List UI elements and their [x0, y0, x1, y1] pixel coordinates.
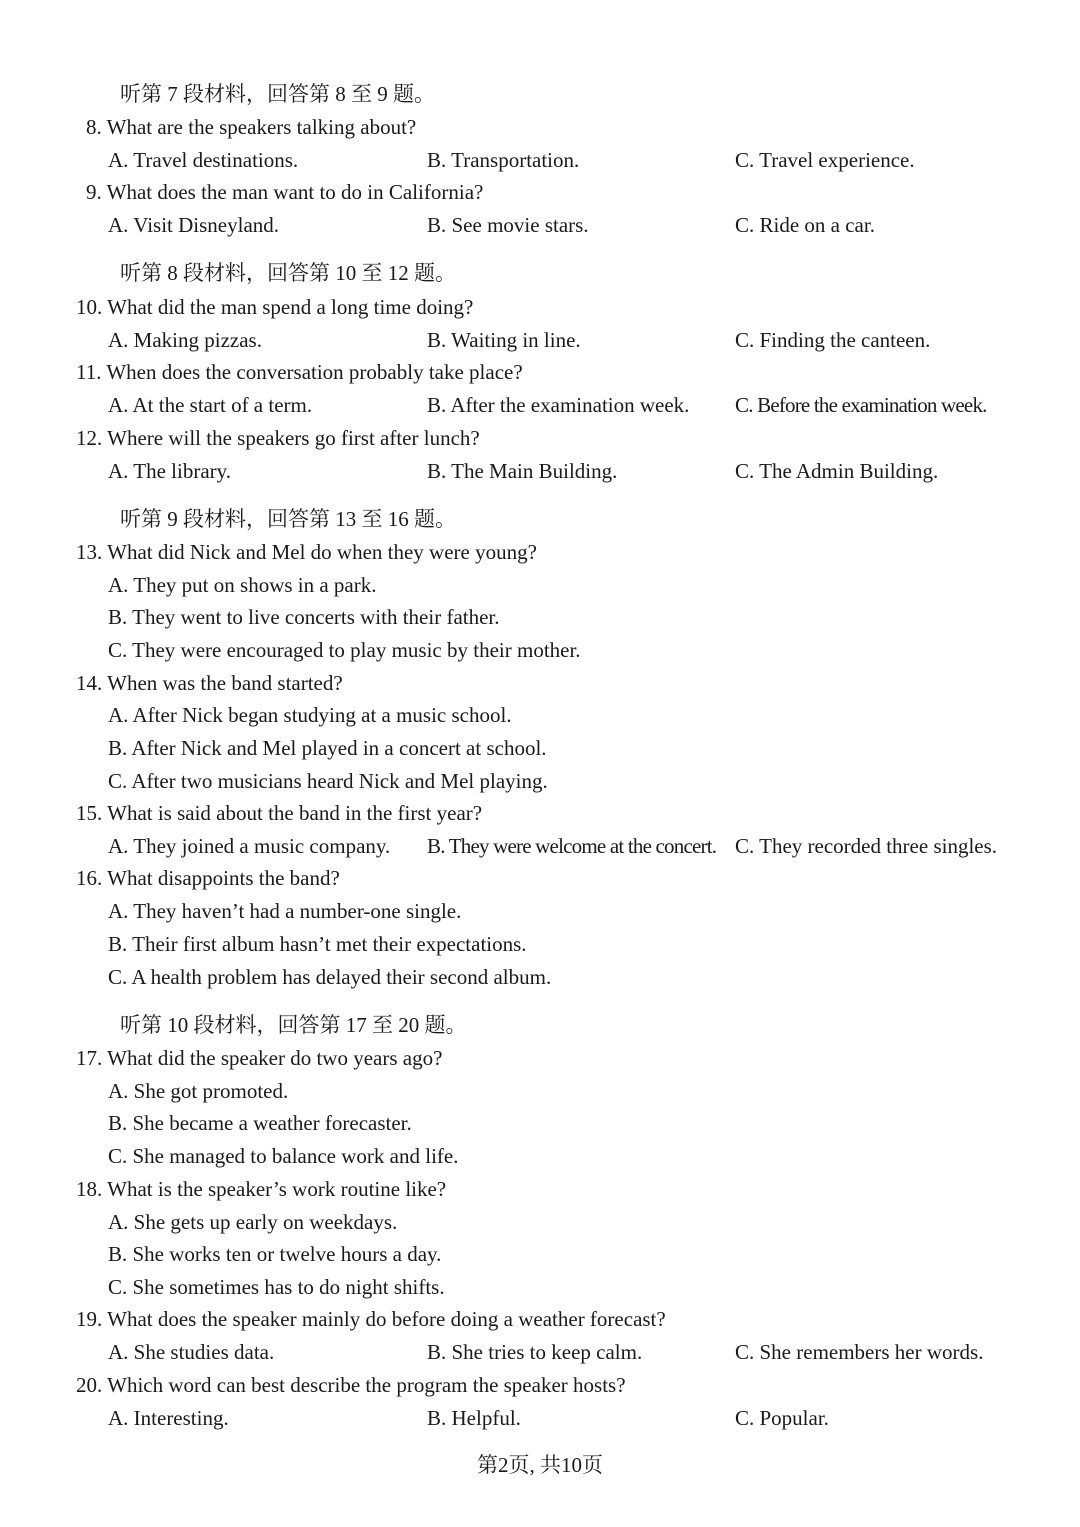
question-13-option-c: C. They were encouraged to play music by their mother.	[108, 638, 581, 662]
question-10-option-b: B. Waiting in line.	[427, 328, 581, 352]
section-heading: 听第 9 段材料，回答第 13 至 16 题。	[120, 507, 456, 531]
question-14-option-c: C. After two musicians heard Nick and Mel playing.	[108, 769, 548, 793]
question-9-option-b: B. See movie stars.	[427, 213, 589, 237]
question-18-option-b: B. She works ten or twelve hours a day.	[108, 1242, 442, 1266]
question-17-stem: 17. What did the speaker do two years ago?	[76, 1046, 443, 1070]
question-9-stem: 9. What does the man want to do in California?	[86, 180, 484, 204]
question-12-option-c: C. The Admin Building.	[735, 459, 939, 483]
question-16-stem: 16. What disappoints the band?	[76, 866, 340, 890]
question-11-option-c: C. Before the examination week.	[735, 393, 987, 417]
section-heading: 听第 7 段材料，回答第 8 至 9 题。	[120, 82, 435, 106]
question-19-stem: 19. What does the speaker mainly do before doing a weather forecast?	[76, 1307, 666, 1331]
question-19-option-c: C. She remembers her words.	[735, 1340, 984, 1364]
question-11-option-b: B. After the examination week.	[427, 393, 690, 417]
question-19-option-b: B. She tries to keep calm.	[427, 1340, 643, 1364]
question-18-option-a: A. She gets up early on weekdays.	[108, 1210, 398, 1234]
question-18-stem: 18. What is the speaker’s work routine like?	[76, 1177, 447, 1201]
question-13-stem: 13. What did Nick and Mel do when they were young?	[76, 540, 537, 564]
question-20-option-a: A. Interesting.	[108, 1406, 229, 1430]
question-12-stem: 12. Where will the speakers go first after lunch?	[76, 426, 480, 450]
question-14-stem: 14. When was the band started?	[76, 671, 343, 695]
section-heading: 听第 10 段材料，回答第 17 至 20 题。	[120, 1013, 467, 1037]
question-11-option-a: A. At the start of a term.	[108, 393, 313, 417]
question-15-option-a: A. They joined a music company.	[108, 834, 391, 858]
question-20-option-b: B. Helpful.	[427, 1406, 521, 1430]
page-number-footer: 第2页, 共10页	[477, 1453, 603, 1477]
question-12-option-b: B. The Main Building.	[427, 459, 618, 483]
section-heading: 听第 8 段材料，回答第 10 至 12 题。	[120, 261, 456, 285]
question-17-option-a: A. She got promoted.	[108, 1079, 289, 1103]
question-8-stem: 8. What are the speakers talking about?	[86, 115, 417, 139]
question-20-stem: 20. Which word can best describe the program the speaker hosts?	[76, 1373, 626, 1397]
question-18-option-c: C. She sometimes has to do night shifts.	[108, 1275, 445, 1299]
question-15-stem: 15. What is said about the band in the first year?	[76, 801, 483, 825]
question-8-option-b: B. Transportation.	[427, 148, 580, 172]
question-20-option-c: C. Popular.	[735, 1406, 829, 1430]
question-10-option-a: A. Making pizzas.	[108, 328, 262, 352]
question-10-option-c: C. Finding the canteen.	[735, 328, 931, 352]
question-11-stem: 11. When does the conversation probably take place?	[76, 360, 523, 384]
question-19-option-a: A. She studies data.	[108, 1340, 275, 1364]
question-10-stem: 10. What did the man spend a long time doing?	[76, 295, 474, 319]
question-13-option-a: A. They put on shows in a park.	[108, 573, 377, 597]
question-17-option-b: B. She became a weather forecaster.	[108, 1111, 412, 1135]
question-14-option-b: B. After Nick and Mel played in a concert at school.	[108, 736, 547, 760]
question-17-option-c: C. She managed to balance work and life.	[108, 1144, 459, 1168]
question-16-option-b: B. Their first album hasn’t met their expectations.	[108, 932, 527, 956]
question-15-option-b: B. They were welcome at the concert.	[427, 834, 717, 858]
question-9-option-a: A. Visit Disneyland.	[108, 213, 280, 237]
question-15-option-c: C. They recorded three singles.	[735, 834, 998, 858]
question-13-option-b: B. They went to live concerts with their father.	[108, 605, 500, 629]
question-16-option-c: C. A health problem has delayed their second album.	[108, 965, 552, 989]
question-16-option-a: A. They haven’t had a number-one single.	[108, 899, 462, 923]
question-9-option-c: C. Ride on a car.	[735, 213, 875, 237]
question-12-option-a: A. The library.	[108, 459, 232, 483]
question-8-option-c: C. Travel experience.	[735, 148, 915, 172]
question-8-option-a: A. Travel destinations.	[108, 148, 299, 172]
question-14-option-a: A. After Nick began studying at a music school.	[108, 703, 512, 727]
